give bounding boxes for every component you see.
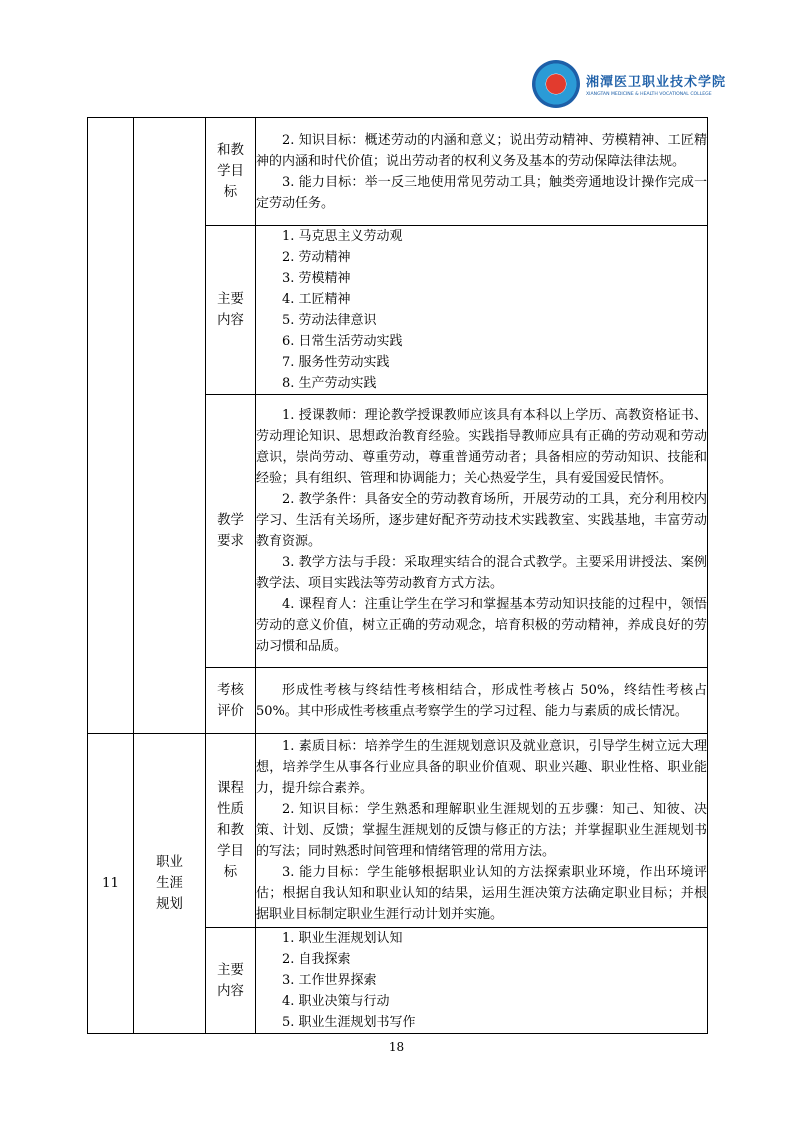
curriculum-table [87,117,708,1034]
page-number: 18 [388,1040,405,1054]
list-item: 5. 职业生涯规划书写作 [282,1015,416,1030]
requirement-item: 3. 教学方法与手段：采取理实结合的混合式教学。主要采用讲授法、案例教学法、项目实践法等劳动教育方式方法。 [256,555,707,591]
list-item: 5. 劳动法律意识 [282,313,377,328]
course-number-cell [88,118,134,734]
objectives-content [256,118,708,226]
list-item: 7. 服务性劳动实践 [282,355,390,370]
requirement-item: 1. 授课教师：理论教学授课教师应该具有本科以上学历、高教资格证书、劳动理论知识、思想政治教育经验。实践指导教师应具有正确的劳动观和劳动意识，崇尚劳动、尊重劳动，尊重普通劳动者；具备相应的劳动知识、技能和经验；具有组织、管理和协调能力；关心热爱学生，具有爱国爱民情怀。 [256,408,707,486]
college-logo [532,56,727,112]
list-item: 8. 生产劳动实践 [282,376,377,391]
objective-item: 3. 能力目标：学生能够根据职业认知的方法探索职业环境，作出环境评估；根据自我认知和职业认知的结果，运用生涯决策方法确定职业目标；并根据职业目标制定职业生涯行动计划并实施。 [256,865,707,922]
list-item: 1. 职业生涯规划认知 [282,931,403,946]
content-label: 主要内容 [206,928,256,1034]
requirements-content [256,395,708,668]
course-name: 职业生涯规划 [134,734,206,1034]
list-item: 4. 工匠精神 [282,292,351,307]
objectives-content [256,734,708,928]
content-list [256,226,708,395]
list-item: 4. 职业决策与行动 [282,994,390,1009]
assessment-content: 形成性考核与终结性考核相结合，形成性考核占 50%，终结性考核占 50%。其中形成性考核重点考察学生的学习过程、能力与素质的成长情况。 [256,668,708,734]
list-item: 2. 劳动精神 [282,250,351,265]
objective-item: 2. 知识目标：学生熟悉和理解职业生涯规划的五步骤：知己、知彼、决策、计划、反馈；掌握生涯规划的反馈与修正的方法；并掌握职业生涯规划书的写法；同时熟悉时间管理和情绪管理的常用方法。 [256,802,707,859]
objective-item: 1. 素质目标：培养学生的生涯规划意识及就业意识，引导学生树立远大理想，培养学生从事各行业应具备的职业价值观、职业兴趣、职业性格、职业能力，提升综合素养。 [256,739,707,796]
list-item: 1. 马克思主义劳动观 [282,229,403,244]
college-name: 湘潭医卫职业技术学院 [586,75,727,90]
assessment-label: 考核评价 [206,668,256,734]
table-row [88,118,708,226]
course-name-cell [134,118,206,734]
list-item: 3. 工作世界探索 [282,973,377,988]
requirement-item: 2. 教学条件：具备安全的劳动教育场所，开展劳动的工具，充分利用校内学习、生活有关场所，逐步建好配齐劳动技术实践教室、实践基地，丰富劳动教育资源。 [256,492,707,549]
table-row [88,734,708,928]
content-label: 主要内容 [206,226,256,395]
requirements-label: 教学要求 [206,395,256,668]
course-number: 11 [88,734,134,1034]
list-item: 6. 日常生活劳动实践 [282,334,403,349]
objective-item: 2. 知识目标：概述劳动的内涵和意义；说出劳动精神、劳模精神、工匠精神的内涵和时代价值；说出劳动者的权利义务及基本的劳动保障法律法规。 [256,132,707,169]
list-item: 3. 劳模精神 [282,271,351,286]
list-item: 2. 自我探索 [282,952,351,967]
college-name-en: XIANGTAN MEDICINE & HEALTH VOCATIONAL COLLEGE [586,92,712,97]
objective-item: 3. 能力目标：举一反三地使用常见劳动工具；触类旁通地设计操作完成一定劳动任务。 [256,174,707,211]
objectives-label: 课程性质和教学目标 [206,734,256,928]
college-emblem-icon [532,60,580,108]
objectives-label: 和教学目标 [206,118,256,226]
requirement-item: 4. 课程育人：注重让学生在学习和掌握基本劳动知识技能的过程中，领悟劳动的意义价值，树立正确的劳动观念，培育积极的劳动精神，养成良好的劳动习惯和品质。 [256,597,707,654]
content-list [256,928,708,1034]
